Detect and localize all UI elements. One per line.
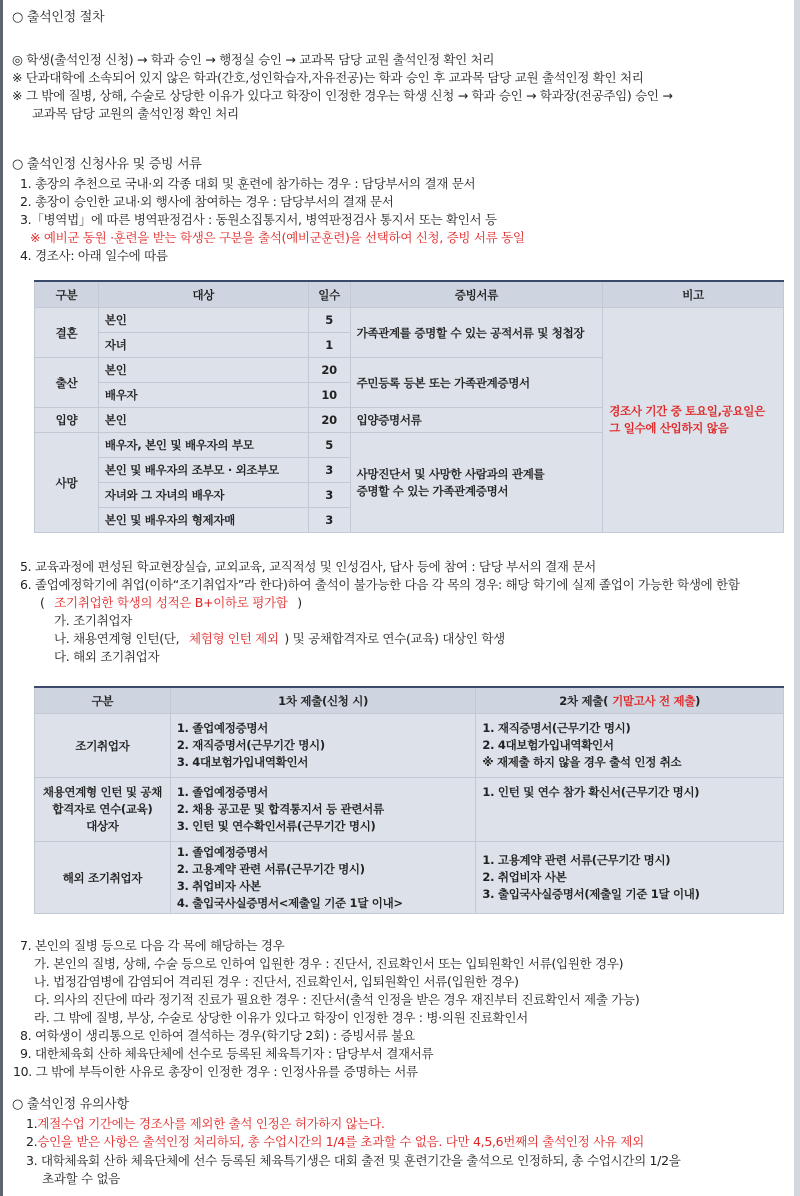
first-submission-cell: 1. 졸업예정증명서 2. 채용 공고문 및 합격통지서 등 관련서류 3. 인턴 및 연수확인서류(근무기간 명시): [170, 778, 476, 842]
category-cell: 사망: [35, 433, 99, 533]
days-cell: 3: [308, 483, 350, 508]
caution-item-3-cont: 초과할 수 없음: [42, 1171, 120, 1186]
sub-item-ra: 라. 그 밖에 질병, 부상, 수술로 상당한 이유가 있다고 학장이 인정한 경우 : 병·의원 진료확인서: [34, 1010, 528, 1025]
remarks-line: 경조사 기간 중 토요일,공요일은: [609, 404, 765, 418]
caution-item-2: 2.승인을 받은 사항은 출석인정 처리하되, 총 수업시간의 1/4를 초과할 수 없음. 다만 4,5,6번째의 출석인정 사유 제외: [26, 1134, 644, 1149]
category-cell: 입양: [35, 408, 99, 433]
reason-item-6: 6. 졸업예정학기에 취업(이하“조기취업자”라 한다)하여 출석이 불가능한 다음 각 목의 경우: 해당 학기에 실제 졸업이 가능한 학생에 한함: [20, 577, 740, 592]
reserve-forces-note: ※ 예비군 동원 ·훈련을 받는 학생은 구분을 출석(예비군훈련)을 선택하여 신청, 증빙 서류 동일: [30, 230, 525, 245]
first-submission-cell: 1. 졸업예정증명서 2. 재직증명서(근무기간 명시) 3. 4대보험가입내역확인서: [170, 714, 476, 778]
first-submission-cell: 1. 졸업예정증명서 2. 고용계약 관련 서류(근무기간 명시) 3. 취업비자 사본 4. 출입국사실증명서<제출일 기준 1달 이내>: [170, 842, 476, 914]
reason-item: 2. 총장이 승인한 교내·외 행사에 참여하는 경우 : 담당부서의 결재 문서: [20, 194, 394, 209]
section-title-cautions: ○ 출석인정 유의사항: [12, 1097, 129, 1112]
document-cell: 주민등록 등본 또는 가족관계증명서: [350, 358, 603, 408]
days-cell: 20: [308, 358, 350, 383]
category-cell: 채용연계형 인턴 및 공채 합격자로 연수(교육) 대상자: [35, 778, 171, 842]
left-window-edge: [0, 0, 3, 1196]
target-cell: 본인: [98, 408, 308, 433]
sub-item-na: 나. 채용연계형 인턴(단, 체험형 인턴 제외 ) 및 공채합격자로 연수(교육) 대상인 학생: [54, 631, 505, 646]
days-cell: 3: [308, 508, 350, 533]
days-cell: 1: [308, 333, 350, 358]
target-cell: 본인: [98, 308, 308, 333]
reason-item-8: 8. 여학생이 생리통으로 인하여 결석하는 경우(학기당 2회) : 증빙서류 불요: [20, 1028, 415, 1043]
reason-item-7: 7. 본인의 질병 등으로 다음 각 목에 해당하는 경우: [20, 938, 285, 953]
target-cell: 본인: [98, 358, 308, 383]
document-cell: 입양증명서류: [350, 408, 603, 433]
table-header-row: [35, 687, 784, 714]
header-second-submission: 2차 제출( 기말고사 전 제출): [476, 687, 784, 714]
document-line: 사망진단서 및 사망한 사람과의 관계를: [356, 466, 545, 481]
reason-item-5: 5. 교육과정에 편성된 학교현장실습, 교외교육, 교직적성 및 인성검사, 답사 등에 참여 : 담당 부서의 결재 문서: [20, 559, 596, 574]
category-cell: 조기취업자: [35, 714, 171, 778]
second-submission-cell: 1. 인턴 및 연수 참가 확신서(근무기간 명시): [476, 778, 784, 842]
section-title-procedure: ○ 출석인정 절차: [12, 10, 105, 25]
table-row: [35, 308, 784, 333]
scrollbar-track[interactable]: [794, 0, 800, 1196]
header-first-submission: 1차 제출(신청 시): [170, 687, 476, 714]
days-cell: 5: [308, 308, 350, 333]
caution-item-1: 1.계절수업 기간에는 경조사를 제외한 출석 인정은 허가하지 않는다.: [26, 1116, 385, 1131]
sub-item-da: 다. 의사의 진단에 따라 정기적 진료가 필요한 경우 : 진단서(출석 인정을 받은 경우 재진부터 진료확인서 제출 가능): [34, 992, 640, 1007]
document-cell: 가족관계를 증명할 수 있는 공적서류 및 청첩장: [350, 308, 603, 358]
sub-item-ga: 가. 조기취업자: [54, 613, 132, 628]
early-employment-table: [34, 686, 784, 914]
sub-item-ga: 가. 본인의 질병, 상해, 수술 등으로 인하여 입원한 경우 : 진단서, 진료확인서 또는 입퇴원확인 서류(입원한 경우): [34, 956, 624, 971]
days-cell: 3: [308, 458, 350, 483]
reason-item: 1. 총장의 추천으로 국내·외 각종 대회 및 훈련에 참가하는 경우 : 담당부서의 결재 문서: [20, 176, 476, 191]
header-category: 구분: [35, 281, 99, 308]
grade-note-red: 조기취업한 학생의 성적은 B+이하로 평가함: [54, 595, 288, 610]
reason-item: 4. 경조사: 아래 일수에 따름: [20, 248, 168, 263]
target-cell: 자녀: [98, 333, 308, 358]
category-cell: 출산: [35, 358, 99, 408]
procedure-line: ◎ 학생(출석인정 신청) → 학과 승인 → 행정실 승인 → 교과목 담당 교원 출석인정 확인 처리: [12, 52, 495, 67]
header-days: 일수: [308, 281, 350, 308]
target-cell: 본인 및 배우자의 조부모 · 외조부모: [98, 458, 308, 483]
table-row: [35, 778, 784, 842]
table-row: [35, 714, 784, 778]
target-cell: 본인 및 배우자의 형제자매: [98, 508, 308, 533]
sub-item-na: 나. 법정감염병에 감염되어 격리된 경우 : 진단서, 진료확인서, 입퇴원확인 서류(입원한 경우): [34, 974, 519, 989]
reason-item: 3.「병역법」에 따른 병역판정검사 : 동원소집통지서, 병역판정검사 통지서 또는 확인서 등: [20, 212, 497, 227]
header-target: 대상: [98, 281, 308, 308]
category-cell: 해외 조기취업자: [35, 842, 171, 914]
header-remarks: 비고: [603, 281, 784, 308]
reason-item-10: 10. 그 밖에 부득이한 사유로 총장이 인정한 경우 : 인정사유를 증명하는 서류: [13, 1064, 418, 1079]
experiential-intern-excluded: 체험형 인턴 제외: [188, 631, 279, 646]
family-events-table: [34, 280, 784, 533]
remarks-line: 그 일수에 산입하지 않음: [609, 421, 729, 435]
table-header-row: [35, 281, 784, 308]
second-submission-cell: 1. 고용계약 관련 서류(근무기간 명시) 2. 취업비자 사본 3. 출입국사실증명서(제출일 기준 1달 이내): [476, 842, 784, 914]
procedure-note: ※ 단과대학에 소속되어 있지 않은 학과(간호,성인학습자,자유전공)는 학과 승인 후 교과목 담당 교원 출석인정 확인 처리: [12, 70, 644, 85]
header-category: 구분: [35, 687, 171, 714]
caution-item-3: 3. 대학체육회 산하 체육단체에 선수 등록된 체육특기생은 대회 출전 및 훈련기간을 출석으로 인정하되, 총 수업시간의 1/2을: [26, 1153, 681, 1168]
reason-item-9: 9. 대한체육회 산하 체육단체에 선수로 등록된 체육특기자 : 담당부서 결재서류: [20, 1046, 434, 1061]
sub-item-da: 다. 해외 조기취업자: [54, 649, 160, 664]
document-cell: [350, 433, 603, 533]
target-cell: 자녀와 그 자녀의 배우자: [98, 483, 308, 508]
days-cell: 10: [308, 383, 350, 408]
days-cell: 20: [308, 408, 350, 433]
target-cell: 배우자: [98, 383, 308, 408]
table-row: [35, 842, 784, 914]
section-title-reasons: ○ 출석인정 신청사유 및 증빙 서류: [12, 157, 202, 172]
procedure-note: ※ 그 밖에 질병, 상해, 수술로 상당한 이유가 있다고 학장이 인정한 경우는 학생 신청 → 학과 승인 → 학과장(전공주임) 승인 →: [12, 88, 673, 103]
target-cell: 배우자, 본인 및 배우자의 부모: [98, 433, 308, 458]
early-employment-grade-note: ( 조기취업한 학생의 성적은 B+이하로 평가함 ): [40, 595, 302, 610]
remarks-cell: [603, 308, 784, 533]
category-cell: 결혼: [35, 308, 99, 358]
document-line: 증명할 수 있는 가족관계증명서: [356, 483, 509, 498]
days-cell: 5: [308, 433, 350, 458]
procedure-note-cont: 교과목 담당 교원의 출석인정 확인 처리: [32, 106, 239, 121]
second-submission-cell: 1. 재직증명서(근무기간 명시) 2. 4대보험가입내역확인서 ※ 재제출 하지 않을 경우 출석 인정 취소: [476, 714, 784, 778]
header-documents: 증빙서류: [350, 281, 603, 308]
